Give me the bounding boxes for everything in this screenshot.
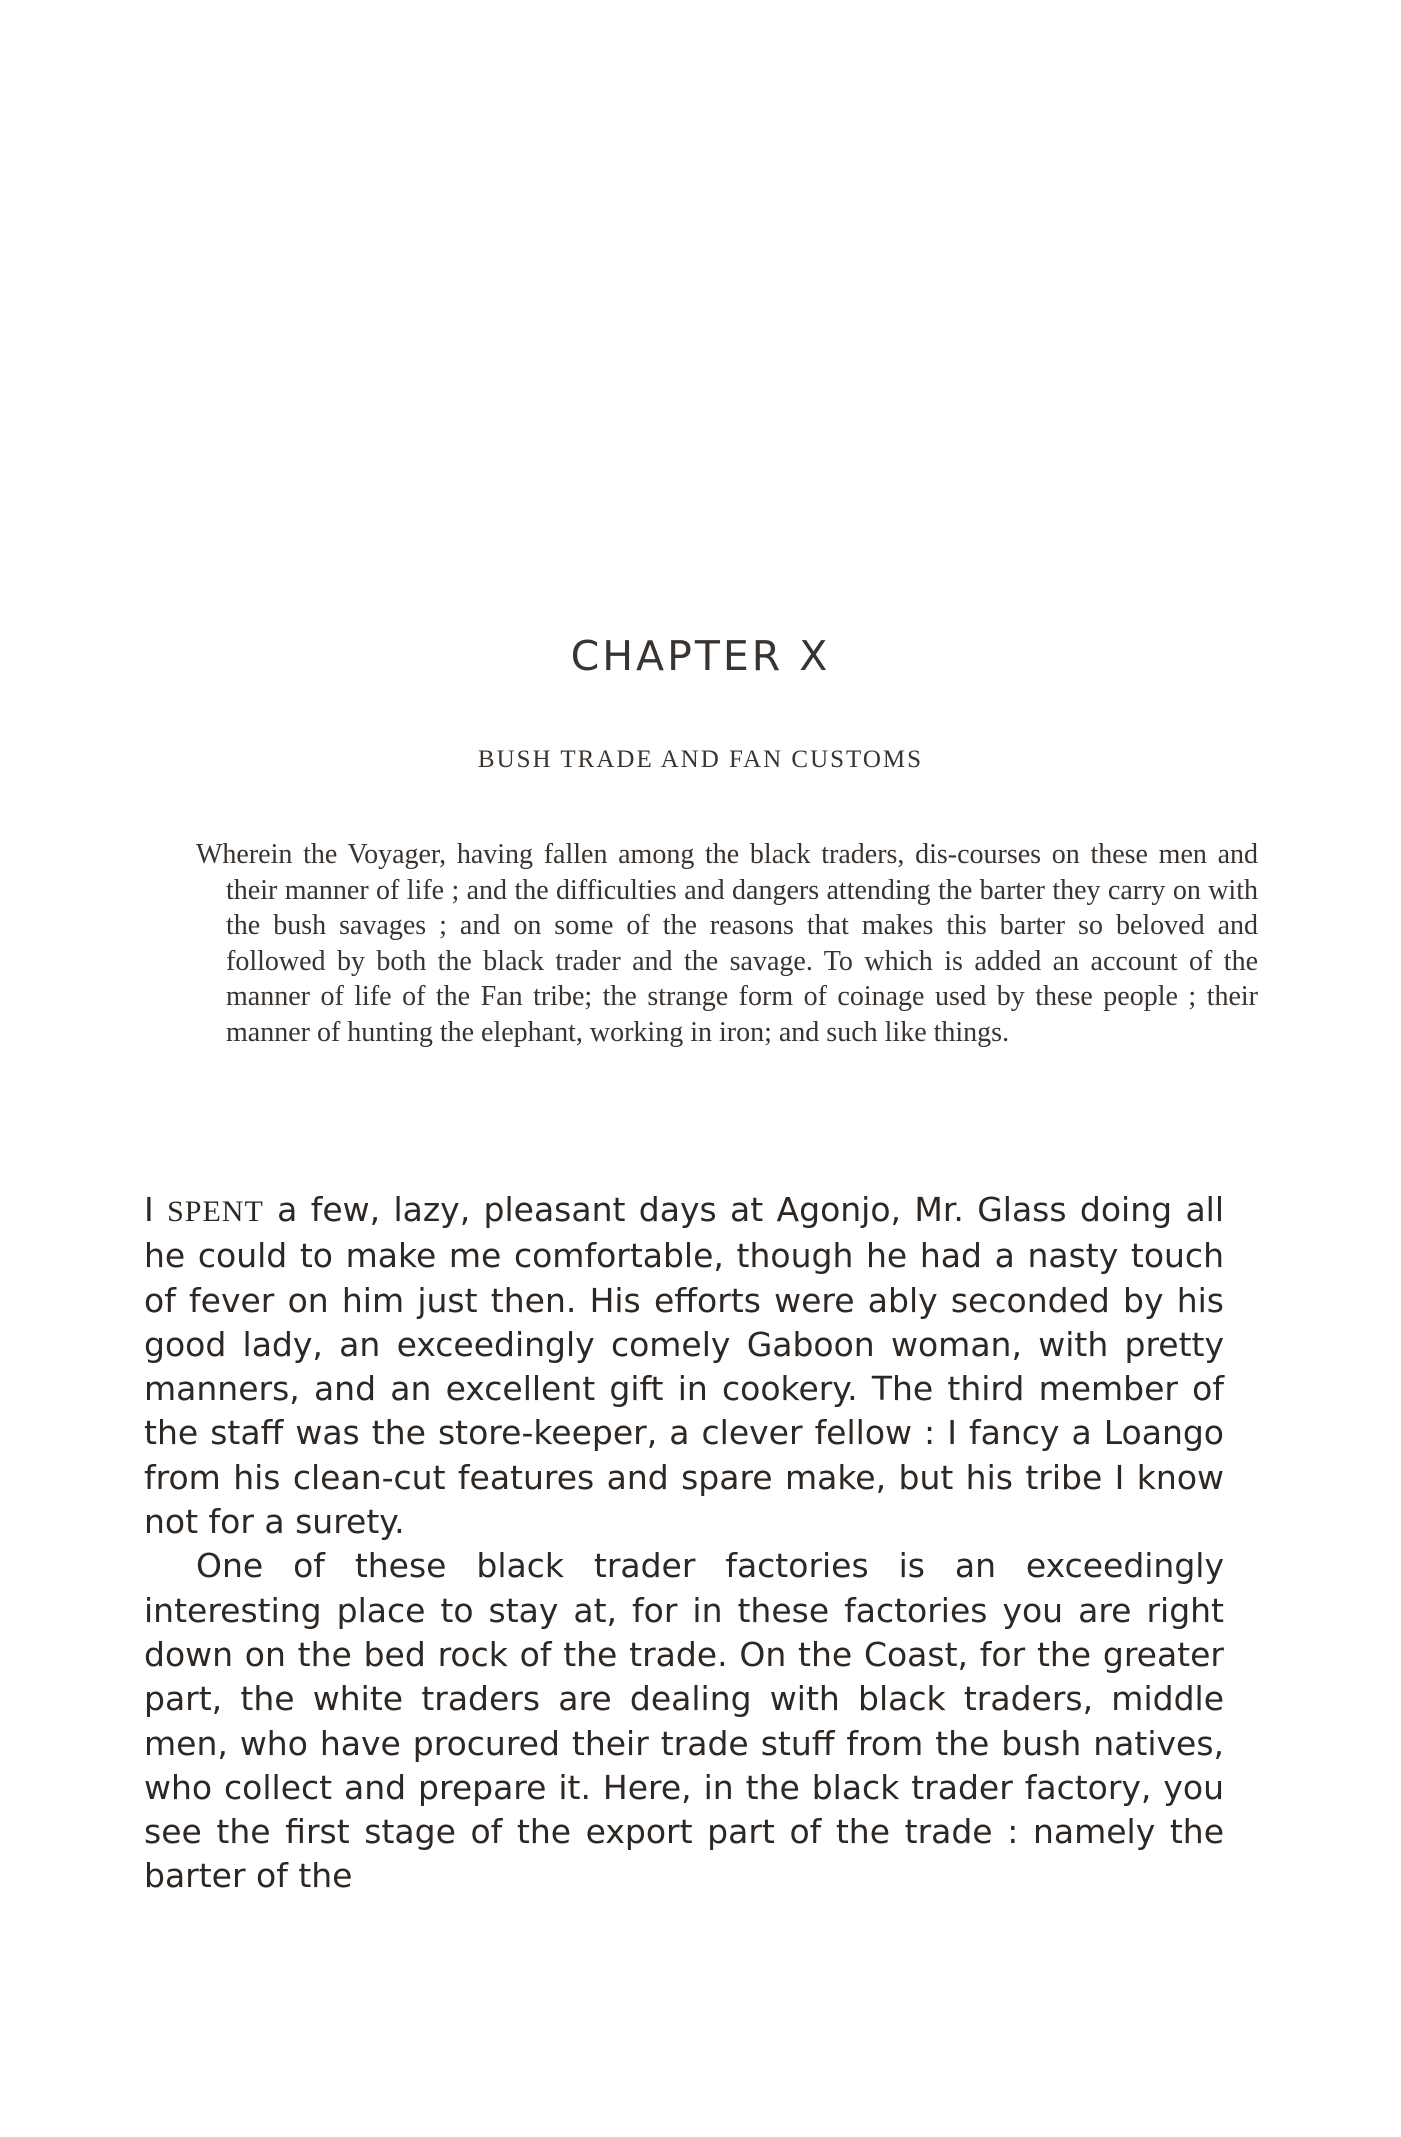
chapter-title: CHAPTER X xyxy=(570,632,831,680)
chapter-subtitle: BUSH TRADE AND FAN CUSTOMS xyxy=(477,746,924,773)
paragraph-1 xyxy=(144,1188,1224,1544)
opening-smallcaps: SPENT xyxy=(167,1195,264,1228)
chapter-synopsis: Wherein the Voyager, having fallen among the black traders, dis-courses on these men and their manner of life ; and the difficulties and dangers attending the barter they carry on with the bush savages ; and on some of the reasons that makes this barter so beloved and followed by both the black trader and the savage. To which is added an account of the manner of life of the Fan tribe; the strange form of coinage used by these people ; their manner of hunting the elephant, working in iron; and such like things. xyxy=(196,839,1258,1048)
body-text xyxy=(144,1188,1224,1899)
opening-word: I xyxy=(144,1190,154,1229)
paragraph-2: One of these black trader factories is an exceedingly interesting place to stay at, for in these factories you are right down on the bed rock of the trade. On the Coast, for the greater part, the white traders are dealing with black traders, middle men, who have procured their trade stuff from the bush natives, who collect and prepare it. Here, in the black trader factory, you see the first stage of the export part of the trade : namely the barter of the xyxy=(144,1546,1224,1896)
paragraph-1-text: a few, lazy, pleasant days at Agonjo, Mr. Glass doing all he could to make me comfortable, though he had a nasty touch of fever on him just then. His efforts were ably seconded by his good lady, an exceedingly comely Gaboon woman, with pretty manners, and an excellent gift in cookery. The third member of the staff was the store-keeper, a clever fellow : I fancy a Loango from his clean-cut features and spare make, but his tribe I know not for a surety. xyxy=(144,1190,1224,1542)
